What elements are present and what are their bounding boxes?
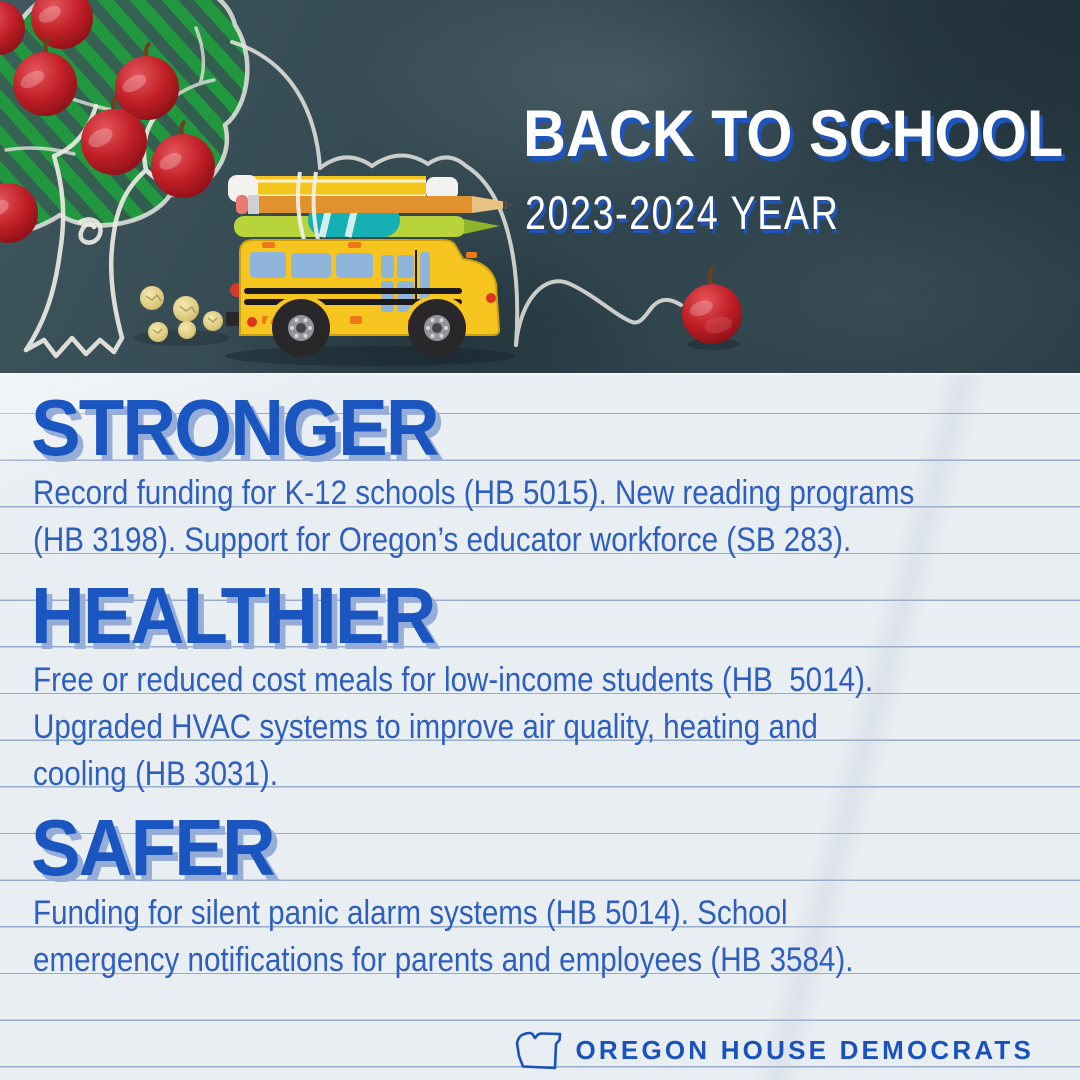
section-text-line: cooling (HB 3031). — [33, 755, 279, 793]
section-text-line: emergency notifications for parents and employees (HB 3584). — [33, 941, 854, 979]
lone-apple-illustration — [678, 264, 748, 350]
section-text-line: (HB 3198). Support for Oregon’s educator workforce (SB 283). — [33, 521, 852, 559]
section-heading-stronger: STRONGER — [31, 383, 438, 472]
footer-org-name: OREGON HOUSE DEMOCRATS — [575, 1034, 1034, 1065]
section-text-line: Funding for silent panic alarm systems (HB 5014). School — [33, 894, 788, 932]
section-heading-healthier: HEALTHIER — [31, 571, 435, 660]
poster-title: BACK TO SCHOOL — [523, 96, 1064, 170]
chalkboard-header — [0, 0, 1080, 373]
pencil-bundle-illustration — [228, 172, 514, 240]
oregon-state-outline-icon — [511, 1030, 563, 1070]
footer — [511, 1028, 1035, 1072]
section-heading-safer: SAFER — [31, 803, 274, 892]
crumpled-paper-illustration — [134, 286, 230, 346]
school-bus-illustration — [225, 172, 515, 366]
poster-subtitle: 2023-2024 YEAR — [525, 186, 840, 239]
section-text-line: Record funding for K-12 schools (HB 5015). New reading programs — [33, 474, 915, 512]
section-text-line: Free or reduced cost meals for low-income students (HB 5014). — [33, 661, 874, 699]
section-text-line: Upgraded HVAC systems to improve air quality, heating and — [33, 708, 818, 746]
